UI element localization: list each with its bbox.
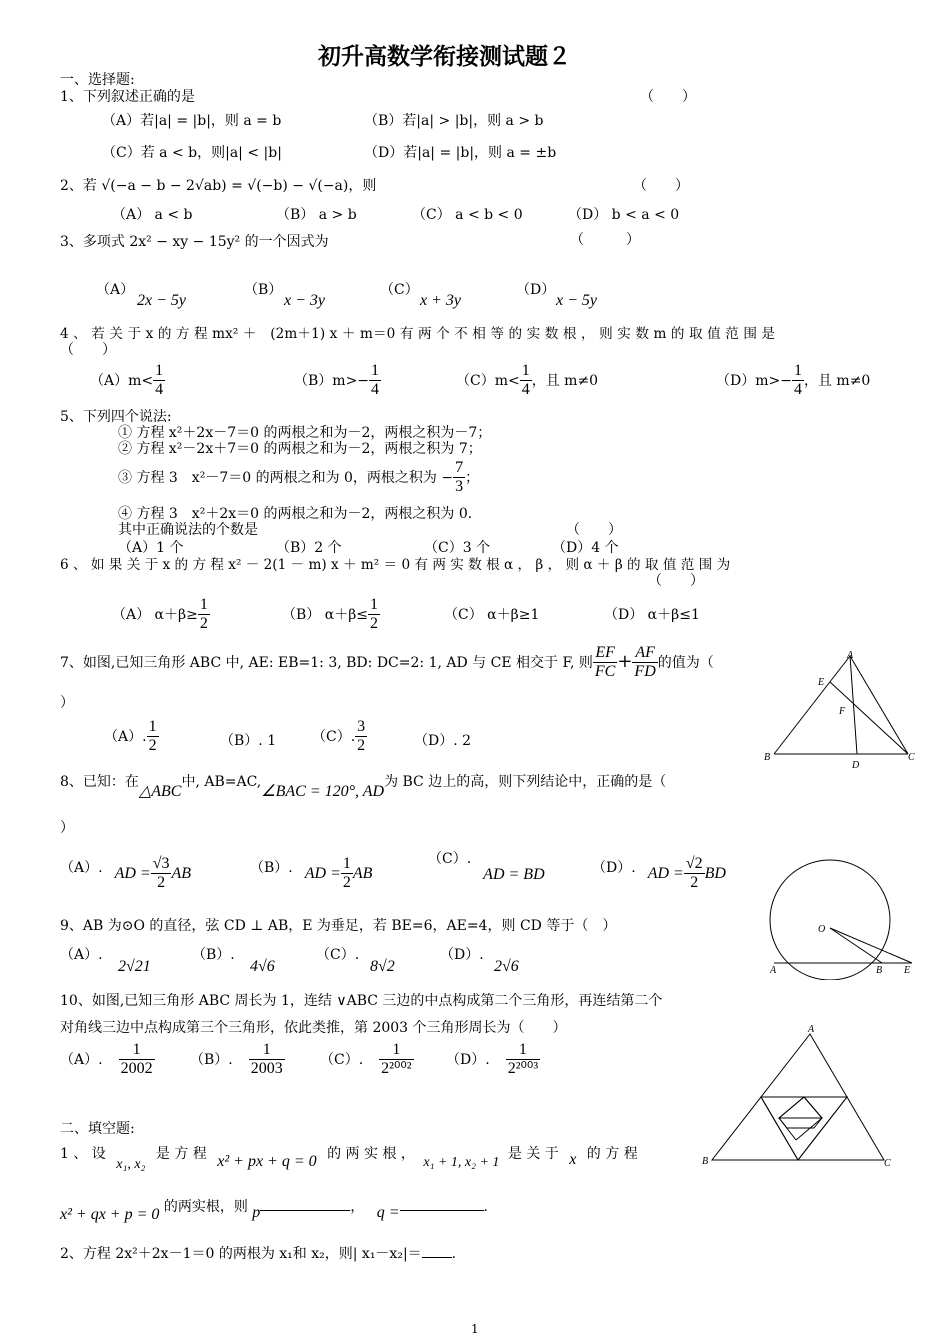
- q10-option-d-fraction: $\frac{1}{\text{2²⁰⁰³}}$: [507, 1041, 539, 1078]
- q10-option-b: [190, 1041, 285, 1079]
- q5-stem: 5、下列四个说法:: [60, 409, 172, 425]
- q5-paren: （ ）: [566, 522, 622, 538]
- q7-option-b: （B）. 1: [220, 733, 277, 749]
- q7-stem: [60, 644, 714, 682]
- fill1-text-1: 1 、 设: [60, 1146, 106, 1162]
- q1-option-c: （C）若 a < b，则|a| < |b|: [102, 145, 282, 161]
- fill1-text-5: 的 方 程: [586, 1146, 638, 1162]
- q4-option-c-fraction: $\frac{1}{4}$: [521, 362, 530, 399]
- q6-option-a-text: （A） α＋β≥: [112, 606, 198, 623]
- q8-option-a-fraction: $\frac{√3}{2}$: [152, 855, 170, 892]
- q8-option-b-rhs: AB: [352, 864, 373, 882]
- fill1-equation-1: x² + px + q = 0: [217, 1153, 317, 1170]
- q2-option-c: （C） a < b < 0: [412, 207, 523, 223]
- q10-fig-label-a: A: [808, 1024, 815, 1035]
- page-number: 1: [471, 1322, 479, 1336]
- q5-statement-2: ② 方程 x²－2x＋7＝0 的两根之和为－2，两根之积为 7；: [118, 441, 482, 457]
- q10-fig-label-b: B: [702, 1156, 709, 1167]
- q2-option-a: （A） a < b: [112, 207, 193, 223]
- q3-option-a: 2x − 5y: [137, 292, 186, 309]
- q9-option-c-label: （C）.: [316, 947, 360, 963]
- fill2-text: 2、方程 2x²＋2x－1＝0 的两根为 x₁和 x₂，则| x₁－x₂|＝: [60, 1246, 422, 1262]
- q7-close-paren: ）: [60, 695, 74, 711]
- q8-option-d-lhs: AD =: [647, 864, 684, 882]
- fill1-line-2: [60, 1196, 488, 1223]
- fill1-line-1: [60, 1144, 638, 1172]
- q9-fig-label-e: E: [904, 965, 911, 976]
- fill1-equation-2: x² + qx + p = 0: [60, 1206, 160, 1223]
- q8-angle: ∠BAC = 120°, AD: [261, 783, 385, 800]
- q7-triangle-figure: [758, 648, 928, 774]
- fill1-shifted-roots: x₁ + 1, x₂ + 1: [423, 1155, 500, 1170]
- q9-option-a: 2√21: [118, 958, 151, 975]
- q10-option-d-label: （D）.: [446, 1051, 490, 1068]
- q4-stem: 4 、 若 关 于 x 的 方 程 mx² ＋ (2m＋1) x ＋ m＝0 有 两 个 不 相 等 的 实 数 根 ， 则 实 数 m 的 取 值 范 围 是: [60, 326, 776, 342]
- q4-option-b-fraction: $\frac{1}{4}$: [371, 362, 380, 399]
- q7-fig-label-a: A: [847, 650, 854, 661]
- q9-fig-label-a: A: [770, 965, 777, 976]
- q6-option-b-fraction: $\frac{1}{2}$: [370, 596, 379, 633]
- page-title: 初升高数学衔接测试题２: [318, 44, 571, 70]
- q1-option-b: （B）若|a| > |b|，则 a > b: [364, 113, 544, 129]
- q8-option-c-label: （C）.: [428, 851, 472, 867]
- fill1-comma: ，: [350, 1199, 365, 1215]
- q8-stem-mid: 中, AB=AC,: [181, 774, 262, 790]
- q9-option-d-label: （D）.: [440, 947, 484, 963]
- q2-option-b: （B） a > b: [276, 207, 357, 223]
- q5-statement-3-end: ；: [465, 469, 480, 486]
- q10-nested-triangles-figure: [700, 1024, 900, 1170]
- q8-close-paren: ）: [60, 820, 74, 836]
- q10-fig-label-c: C: [884, 1158, 891, 1169]
- q2-option-d: （D） b < a < 0: [568, 207, 680, 223]
- section-choice-heading: 一、选择题:: [60, 72, 135, 88]
- q6-option-c: （C） α＋β≥1: [444, 607, 540, 623]
- q7-option-a-fraction: $\frac{1}{2}$: [148, 718, 157, 755]
- q4-option-c: [456, 362, 598, 400]
- fill2-blank[interactable]: [422, 1243, 452, 1258]
- q8-option-d-label: （D）.: [592, 859, 636, 876]
- q9-fig-label-o: O: [818, 924, 826, 935]
- q5-option-c: （C）3 个: [424, 540, 491, 556]
- q4-option-c-text: （C）m<: [456, 372, 520, 389]
- q9-stem: 9、AB 为⊙O 的直径，弦 CD ⊥ AB，E 为垂足，若 BE=6，AE=4，则 CD 等于（ ）: [60, 918, 617, 934]
- q3-option-d: x − 5y: [556, 292, 597, 309]
- q9-option-c: 8√2: [370, 958, 395, 975]
- q5-statement-3: [118, 459, 479, 497]
- q7-stem-text: 7、如图,已知三角形 ABC 中, AE: EB=1: 3, BD: DC=2: 1, AD 与 CE 相交于 F, 则: [60, 654, 593, 671]
- q6-option-a: [112, 596, 210, 634]
- q10-option-c-fraction: $\frac{1}{\text{2²⁰⁰²}}$: [381, 1041, 412, 1078]
- q4-option-b: [294, 362, 381, 400]
- q8-stem-end: 为 BC 边上的高，则下列结论中，正确的是（: [384, 774, 667, 790]
- q7-fraction-ef-fc: $\frac{EF}{FC}$: [594, 644, 616, 681]
- q3-option-c: x + 3y: [420, 292, 461, 309]
- q3-paren: （ ）: [570, 232, 640, 248]
- q8-option-a-lhs: AD =: [114, 864, 151, 882]
- q8-option-b-lhs: AD =: [304, 864, 341, 882]
- fill1-variable: x: [569, 1151, 577, 1168]
- q7-fig-label-b: B: [764, 752, 771, 763]
- q8-stem: [60, 772, 667, 800]
- fill1-p: p: [252, 1204, 261, 1221]
- q7-option-d: （D）. 2: [414, 733, 472, 749]
- q4-option-b-text: （B）m>−: [294, 372, 370, 389]
- q3-stem: 3、多项式 2x² − xy − 15y² 的一个因式为: [60, 234, 329, 250]
- q7-fig-label-f: F: [839, 706, 846, 717]
- q10-option-c-label: （C）.: [320, 1051, 364, 1068]
- q7-fraction-af-fd: $\frac{AF}{FD}$: [634, 644, 656, 681]
- q7-option-c-fraction: $\frac{3}{2}$: [357, 718, 366, 755]
- q1-option-a: （A）若|a| = |b|，则 a = b: [102, 113, 282, 129]
- q7-fig-label-e: E: [818, 677, 825, 688]
- q4-option-a-text: （A）m<: [90, 372, 154, 389]
- q7-plus: +: [617, 650, 633, 672]
- q7-option-a: [104, 718, 159, 756]
- q9-circle-figure: [762, 858, 930, 980]
- fill1-q: q =: [376, 1204, 400, 1221]
- q1-paren: （ ）: [640, 89, 696, 105]
- q8-option-d-rhs: BD: [704, 864, 726, 882]
- q5-statement-3-text: ③ 方程 3 x²－7＝0 的两根之和为 0，两根之积为 −: [118, 469, 454, 486]
- q7-stem-end: 的值为（: [657, 654, 714, 671]
- q3-option-d-label: （D）: [516, 282, 556, 298]
- q3-option-b-label: （B）: [244, 282, 283, 298]
- q9-fig-label-b: B: [876, 965, 883, 976]
- q10-line-2: 对角线三边中点构成第三个三角形，依此类推，第 2003 个三角形周长为（ ）: [60, 1020, 567, 1036]
- q10-option-a-fraction: $\frac{1}{2002}$: [120, 1041, 153, 1078]
- fill1-text-6: 的两实根，则: [163, 1199, 248, 1215]
- q4-option-c-condition: ，且 m≠0: [531, 372, 599, 389]
- q8-option-d-fraction: $\frac{√2}{2}$: [685, 855, 703, 892]
- q8-option-c-expr: AD = BD: [483, 866, 545, 883]
- fill1-roots: x₁, x₂: [116, 1157, 146, 1172]
- q5-ask: 其中正确说法的个数是: [118, 522, 258, 538]
- q4-option-d-text: （D）m>−: [716, 372, 792, 389]
- q5-statement-3-fraction: $\frac{7}{3}$: [455, 459, 464, 496]
- q9-option-d: 2√6: [494, 958, 519, 975]
- q8-option-b-fraction: $\frac{1}{2}$: [342, 855, 351, 892]
- q8-option-a-rhs: AB: [171, 864, 192, 882]
- q1-stem: 1、下列叙述正确的是: [60, 89, 195, 105]
- fill1-period: .: [483, 1199, 488, 1215]
- q6-paren: （ ）: [648, 573, 704, 589]
- q8-stem-text: 8、已知：在: [60, 774, 139, 790]
- q10-option-d: [446, 1041, 540, 1079]
- q7-option-a-label: （A）.: [104, 728, 147, 745]
- q2-paren: （ ）: [633, 178, 689, 194]
- q5-statement-1: ① 方程 x²＋2x－7＝0 的两根之和为－2，两根之积为－7；: [118, 425, 492, 441]
- q5-option-b: （B）2 个: [276, 540, 342, 556]
- q4-option-a-fraction: $\frac{1}{4}$: [155, 362, 164, 399]
- q7-fig-label-d: D: [852, 760, 860, 771]
- q8-option-a-label: （A）.: [60, 859, 103, 876]
- q8-option-b-label: （B）.: [250, 859, 293, 876]
- q10-line-1: 10、如图,已知三角形 ABC 周长为 1，连结 ∨ABC 三边的中点构成第二个三角形，再连结第二个: [60, 993, 663, 1009]
- q4-option-a: [90, 362, 165, 400]
- fill1-text-3: 的 两 实 根 ，: [327, 1146, 415, 1162]
- q4-option-d-fraction: $\frac{1}{4}$: [793, 362, 802, 399]
- q3-option-b: x − 3y: [284, 292, 325, 309]
- q6-option-a-fraction: $\frac{1}{2}$: [199, 596, 208, 633]
- q4-option-d-condition: ，且 m≠0: [803, 372, 871, 389]
- q7-fig-label-c: C: [908, 752, 915, 763]
- q10-option-a-label: （A）.: [60, 1051, 103, 1068]
- q4-option-d: [716, 362, 870, 400]
- q7-option-c: [312, 718, 367, 756]
- q6-option-b-text: （B） α＋β≤: [282, 606, 369, 623]
- q2-stem: 2、若 √(−a − b − 2√ab) = √(−b) − √(−a)，则: [60, 178, 377, 194]
- q8-option-b: [250, 855, 372, 893]
- q10-option-a: [60, 1041, 155, 1079]
- q9-option-b: 4√6: [250, 958, 275, 975]
- fill2-period: .: [451, 1246, 457, 1262]
- section-fill-heading: 二、填空题:: [60, 1121, 135, 1137]
- fill1-blank-q[interactable]: [400, 1196, 484, 1211]
- q5-option-d: （D）4 个: [552, 540, 619, 556]
- fill2-line: [60, 1243, 456, 1263]
- fill1-text-4: 是 关 于: [507, 1146, 559, 1162]
- q4-paren: （ ）: [60, 342, 116, 358]
- q3-option-c-label: （C）: [380, 282, 419, 298]
- q8-option-c: [428, 851, 545, 883]
- q6-stem: 6 、 如 果 关 于 x 的 方 程 x² － 2(1 － m) x ＋ m² ＝ 0 有 两 实 数 根 α ， β ， 则 α ＋ β 的 取 值 范 围 为: [60, 557, 731, 573]
- q1-option-d: （D）若|a| = |b|，则 a = ±b: [364, 145, 557, 161]
- q5-option-a: （A）1 个: [118, 540, 184, 556]
- q10-option-b-fraction: $\frac{1}{2003}$: [250, 1041, 283, 1078]
- q8-option-d: [592, 855, 726, 893]
- q9-option-a-label: （A）.: [60, 947, 103, 963]
- fill1-blank-p[interactable]: [260, 1196, 350, 1211]
- q9-option-b-label: （B）.: [192, 947, 235, 963]
- q5-statement-4: ④ 方程 3 x²＋2x＝0 的两根之和为－2，两根之积为 0．: [118, 506, 482, 522]
- q7-option-c-label: （C）.: [312, 728, 356, 745]
- q8-option-a: [60, 855, 191, 893]
- q3-option-a-label: （A）: [96, 282, 135, 298]
- q10-option-c: [320, 1041, 414, 1079]
- q8-triangle: △ABC: [138, 783, 182, 800]
- q6-option-d: （D） α＋β≤1: [604, 607, 700, 623]
- q10-option-b-label: （B）.: [190, 1051, 233, 1068]
- fill1-text-2: 是 方 程: [155, 1146, 207, 1162]
- q6-option-b: [282, 596, 380, 634]
